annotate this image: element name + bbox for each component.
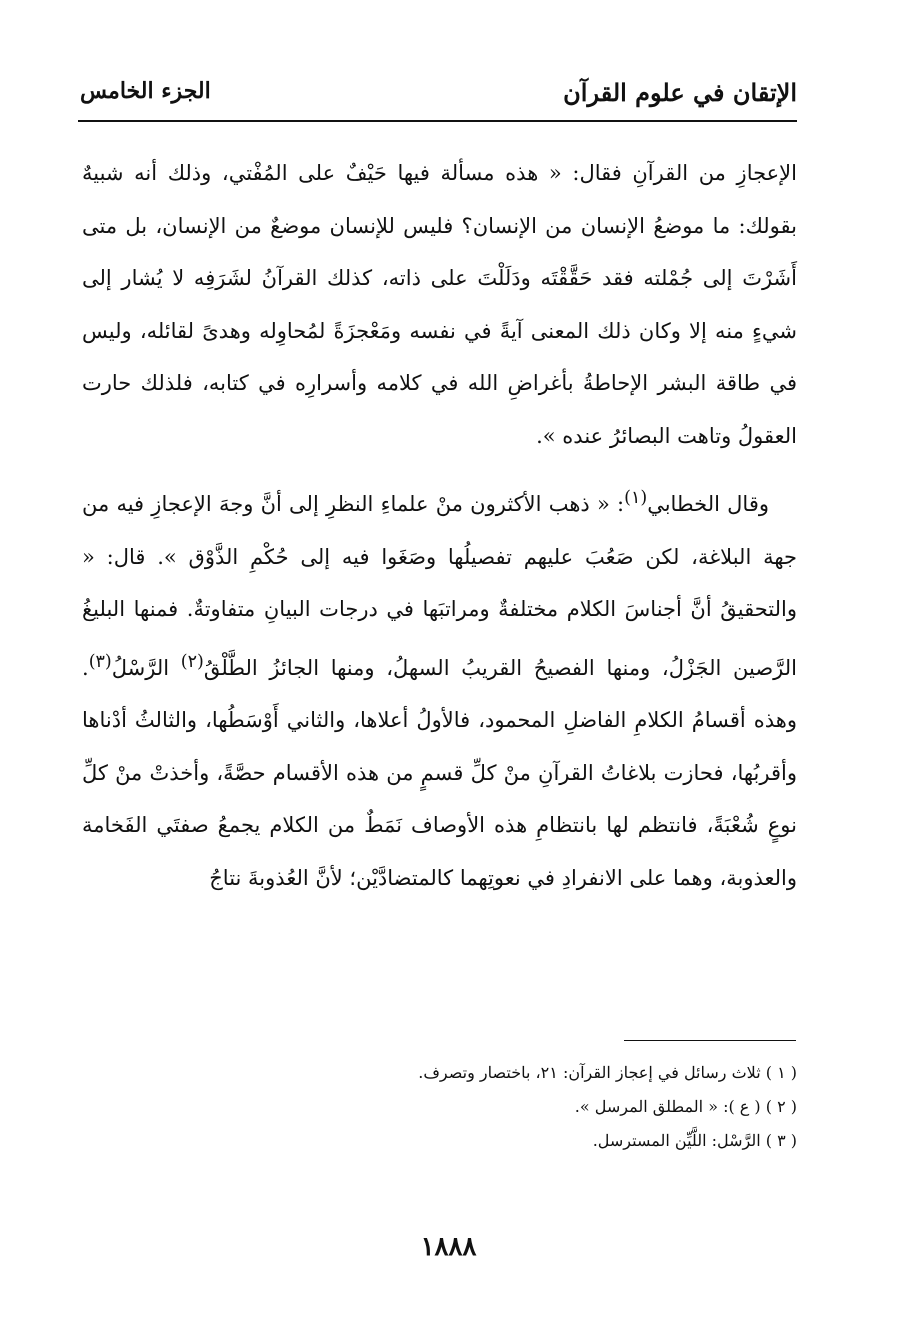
page-number: ١٨٨٨ [420,1232,477,1262]
main-text [82,147,797,904]
header-divider [78,120,797,122]
footnote-1: ( ١ ) ثلاث رسائل في إعجاز القرآن: ٢١، باختصار وتصرف. [418,1063,797,1082]
paragraph-2 [82,472,797,904]
footnote-ref-3: (٣) [88,651,112,672]
footnote-divider [624,1040,796,1041]
paragraph-2-lead: وقال الخطابي [647,492,770,516]
footnote-2: ( ٢ ) ( ع ): « المطلق المرسل ». [574,1097,797,1116]
part-title: الجزء الخامس [80,78,211,104]
footnote-3: ( ٣ ) الرَّسْل: اللَّيِّن المسترسل. [592,1131,797,1150]
paragraph-2-part-a: : « ذهب الأكثرون منْ علماءِ النظرِ إلى أنَّ وجهَ الإعجازِ فيه من جهة البلاغة، لكن صَعُبَ عليهم تفصيلُها وصَغَوا فيه إلى حُكْمِ الذَّوْق ». قال: « والتحقيقُ أنَّ أجناسَ الكلام مختلفةٌ ومراتبَها في درجات البيانِ متفاوتةٌ. فمنها البليغُ الرَّصين الجَزْلُ، ومنها الفصيحُ القريبُ السهلُ، ومنها الجائزُ الطَّلْقُ [82,492,797,680]
footnote-ref-2: (٢) [180,651,204,672]
paragraph-2-part-b: الرَّسْلُ [111,655,181,680]
running-header [80,78,797,114]
paragraph-2-part-c: . وهذه أقسامُ الكلامِ الفاضلِ المحمود، فالأولُ أعلاها، والثاني أَوْسَطُها، والثالثُ أدْناها وأقربُها، فحازت بلاغاتُ القرآنِ منْ كلِّ قسمٍ من هذه الأقسام حصَّةً، وأخذتْ منْ كلِّ نوعٍ شُعْبَةً، فانتظم لها بانتظامِ هذه الأوصاف نَمَطٌ من الكلام يجمعُ صفتَي الفَخامة والعذوبة، وهما على الانفرادِ في نعوتِهما كالمتضادَّيْن؛ لأنَّ العُذوبةَ نتاجُ [82,655,797,890]
book-title: الإتقان في علوم القرآن [563,78,797,107]
footnotes [82,1056,797,1158]
paragraph-1: الإعجازِ من القرآنِ فقال: « هذه مسألة فيها حَيْفٌ على المُفْتي، وذلك أنه شبيهٌ بقولك: ما موضعُ الإنسان من الإنسان؟ فليس للإنسان موضعٌ من الإنسان، بل متى أَشَرْتَ إلى جُمْلته فقد حَقَّقْتَه ودَلَلْتَ على ذاته، كذلك القرآنُ لشَرَفِه لا يُشار إلى شيءٍ منه إلا وكان ذلك المعنى آيةً في نفسه ومَعْجزَةً لمُحاوِله وهدىً لقائله، وليس في طاقة البشر الإحاطةُ بأغراضِ الله في كلامه وأسرارِه في كتابه، فلذلك حارت العقولُ وتاهت البصائرُ عنده ». [82,161,797,448]
footnote-ref-1: (١) [624,488,648,508]
